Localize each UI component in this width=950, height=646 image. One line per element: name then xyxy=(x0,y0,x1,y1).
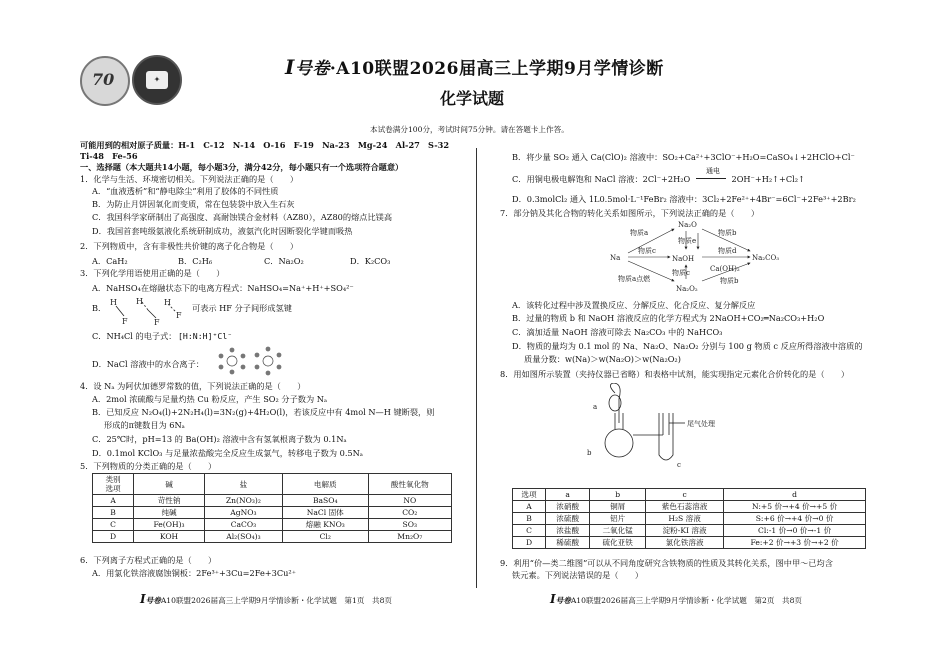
table-cell: 浓硫酸 xyxy=(546,513,590,525)
table-cell: A xyxy=(93,495,134,507)
q8-table xyxy=(512,488,866,549)
q6c-text: C．用铜电极电解饱和 NaCl 溶液：2Cl⁻+2H₂O xyxy=(512,174,691,184)
table-cell: Fe(OH)₃ xyxy=(134,519,205,531)
q1-option-c: C．我国科学家研制出了高强度、高耐蚀镁合金材料（AZ80），AZ80的熔点比镁高 xyxy=(92,212,393,222)
diagram-a-ignite: 物质a点燃 xyxy=(618,275,651,283)
table-row xyxy=(513,537,866,549)
question-9: 9．利用“价—类二维图”可以从不同角度研究含铁物质的性质及其转化关系，图中甲～已均含 xyxy=(500,558,833,568)
atomic-masses: 可能用到的相对原子质量：H-1 C-12 N-14 O-16 F-19 Na-23 Mg-24 Al-27 S-32 xyxy=(80,140,450,150)
q7-option-a: A．该转化过程中涉及置换反应、分解反应、化合反应、复分解反应 xyxy=(512,300,756,310)
apparatus-label-b: b xyxy=(587,449,592,457)
q6-option-b: B．将少量 SO₂ 通入 Ca(ClO)₂ 溶液中：SO₂+Ca²⁺+3ClO⁻+H₂O=CaSO₄↓+2HClO+Cl⁻ xyxy=(512,152,855,162)
school-logo: 70 xyxy=(80,56,130,106)
table-row xyxy=(513,501,866,513)
q3-option-b-label: B． xyxy=(92,303,107,313)
question-9-2: 铁元素。下列说法错误的是（ ） xyxy=(512,570,644,580)
diagram-b-top: 物质b xyxy=(718,229,737,237)
table-cell: Zn(NO₃)₂ xyxy=(204,495,282,507)
table-cell: S:+6 价→+4 价→0 价 xyxy=(724,513,866,525)
table-cell: 苛性钠 xyxy=(134,495,205,507)
question-3: 3．下列化学用语使用正确的是（ ） xyxy=(80,268,225,278)
table-cell: SO₃ xyxy=(368,519,451,531)
q7-option-d: D．物质的量均为 0.1 mol 的 Na、Na₂O、Na₂O₂ 分别与 100 g 物质 c 反应所得溶液中溶质的 xyxy=(512,341,863,351)
table-row xyxy=(513,513,866,525)
q1-option-a: A．“血液透析”和“静电除尘”利用了胶体的不同性质 xyxy=(92,186,279,196)
q7-option-b: B．过量的物质 b 和 NaOH 溶液反应的化学方程式为 2NaOH+CO₂═Na₂CO₃+H₂O xyxy=(512,313,825,323)
table-header-cell: 酸性氧化物 xyxy=(368,474,451,495)
table-row xyxy=(93,507,452,519)
footer-brand: 号卷 xyxy=(555,596,571,605)
question-6: 6．下列离子方程式正确的是（ ） xyxy=(80,555,217,565)
table-cell: KOH xyxy=(134,531,205,543)
diagram-na2o: Na₂O xyxy=(678,221,697,229)
education-logo: ✦ xyxy=(132,55,182,105)
table-row xyxy=(93,495,452,507)
table-header-row xyxy=(513,489,866,501)
q3-option-b-text: 可表示 HF 分子间形成氢键 xyxy=(192,303,292,313)
svg-text:H: H xyxy=(136,297,143,306)
table-cell: Cl:-1 价→0 价→-1 价 xyxy=(724,525,866,537)
q2-option-b: B．C₂H₆ xyxy=(178,256,213,266)
table-cell: 铝片 xyxy=(590,513,646,525)
table-cell: D xyxy=(93,531,134,543)
table-cell: 紫色石蕊溶液 xyxy=(645,501,723,513)
svg-text:F: F xyxy=(154,318,160,326)
table-header-cell: a xyxy=(546,489,590,501)
question-2: 2．下列物质中，含有非极性共价键的离子化合物是（ ） xyxy=(80,241,299,251)
question-4: 4．设 Nₐ 为阿伏加德罗常数的值，下列说法正确的是（ ） xyxy=(80,381,306,391)
table-cell: CO₂ xyxy=(368,507,451,519)
table-cell: 铜屑 xyxy=(590,501,646,513)
table-cell: Al₂(SO₄)₃ xyxy=(204,531,282,543)
footer-brand: 号卷 xyxy=(145,596,161,605)
q4-option-a: A．2mol 浓硫酸与足量灼热 Cu 粉反应，产生 SO₂ 分子数为 Nₐ xyxy=(92,394,328,404)
apparatus-tail-gas: 尾气处理 xyxy=(687,420,715,428)
table-header-cell: 碱 xyxy=(134,474,205,495)
sodium-conversion-diagram xyxy=(610,219,810,293)
diagram-e: 物质e xyxy=(678,237,697,245)
svg-text:F: F xyxy=(122,317,128,326)
table-header-cell: d xyxy=(724,489,866,501)
subject-title: 化学试题 xyxy=(440,89,505,108)
table-cell: 纯碱 xyxy=(134,507,205,519)
diagram-c-2: 物质c xyxy=(672,269,690,277)
q6-option-c xyxy=(512,167,805,185)
table-cell: 稀硫酸 xyxy=(546,537,590,549)
question-1: 1．化学与生活、环境密切相关。下列说法正确的是（ ） xyxy=(80,174,299,184)
electrolysis-condition: 通电 xyxy=(706,167,720,175)
diagram-b-bottom: 物质b xyxy=(720,277,739,285)
q5-table xyxy=(92,473,452,543)
table-cell: NaCl 固体 xyxy=(282,507,368,519)
table-cell: B xyxy=(513,513,546,525)
q6-option-d: D．0.3molCl₂ 通入 1L0.5mol·L⁻¹FeBr₂ 溶液中：3Cl₂+2Fe²⁺+4Br⁻=6Cl⁻+2Fe³⁺+2Br₂ xyxy=(512,194,856,204)
table-header-cell: 选项 xyxy=(513,489,546,501)
footer-text: A10联盟2026届高三上学期9月学情诊断・化学试题 第1页 共8页 xyxy=(160,596,393,605)
apparatus-label-a: a xyxy=(593,403,598,411)
footer-text: A10联盟2026届高三上学期9月学情诊断・化学试题 第2页 共8页 xyxy=(570,596,803,605)
table-cell: BaSO₄ xyxy=(282,495,368,507)
table-cell: Mn₂O₇ xyxy=(368,531,451,543)
table-row xyxy=(93,531,452,543)
question-5: 5．下列物质的分类正确的是（ ） xyxy=(80,461,217,471)
table-cell: 浓盐酸 xyxy=(546,525,590,537)
table-header-cell: 类别 选项 xyxy=(93,474,134,495)
diagram-caoh2: Ca(OH)₂ xyxy=(710,265,740,273)
exam-title: I号卷·A10联盟2026届高三上学期9月学情诊断 xyxy=(285,55,664,79)
q4-option-b-2: 形成的π键数目为 6Nₐ xyxy=(104,420,185,430)
table-row xyxy=(93,519,452,531)
table-cell: Cl₂ xyxy=(282,531,368,543)
question-8: 8．用如图所示装置（夹持仪器已省略）和表格中试剂，能实现指定元素化合价转化的是（ ） xyxy=(500,369,850,379)
table-cell: A xyxy=(513,501,546,513)
atomic-masses-2: Ti-48 Fe-56 xyxy=(80,151,138,161)
table-cell: NO xyxy=(368,495,451,507)
q4-option-b: B．已知反应 N₂O₄(l)+2N₂H₄(l)=3N₂(g)+4H₂O(l)，若该反应中有 4mol N—H 键断裂，则 xyxy=(92,407,435,417)
q7-option-d-2: 质量分数：w(Na)＞w(Na₂O)＞w(Na₂O₂) xyxy=(524,354,681,364)
table-cell: B xyxy=(93,507,134,519)
q2-option-c: C．Na₂O₂ xyxy=(264,256,304,266)
diagram-na: Na xyxy=(610,254,621,262)
table-cell: 淀粉-KI 溶液 xyxy=(645,525,723,537)
table-cell: N:+5 价→+4 价→+5 价 xyxy=(724,501,866,513)
apparatus-label-c: c xyxy=(677,461,681,469)
q6-option-a: A．用氯化铁溶液腐蚀铜板：2Fe³⁺+3Cu=2Fe+3Cu²⁺ xyxy=(92,568,297,578)
q1-option-b: B．为防止月饼因氧化而变质，常在包装袋中放入生石灰 xyxy=(92,199,295,209)
q3-option-d: D．NaCl 溶液中的水合离子： xyxy=(92,359,204,369)
q3-option-c: C．NH₄Cl 的电子式： xyxy=(92,331,177,341)
table-cell: 浓硝酸 xyxy=(546,501,590,513)
table-cell: 熔融 KNO₃ xyxy=(282,519,368,531)
q4-option-c: C．25℃时，pH=13 的 Ba(OH)₂ 溶液中含有氢氧根离子数为 0.1Nₐ xyxy=(92,434,347,444)
diagram-d: 物质d xyxy=(718,247,737,255)
svg-text:F: F xyxy=(176,311,182,320)
q4-option-d: D．0.1mol KClO₃ 与足量浓盐酸完全反应生成氯气，转移电子数为 0.5Nₐ xyxy=(92,448,363,458)
table-cell: D xyxy=(513,537,546,549)
q2-option-d: D．K₂CO₃ xyxy=(350,256,391,266)
diagram-na2co3: Na₂CO₃ xyxy=(752,254,780,262)
page-footer-1: I号卷A10联盟2026届高三上学期9月学情诊断・化学试题 第1页 共8页 xyxy=(140,592,393,606)
section-title: 一、选择题（本大题共14小题，每小题3分，满分42分，每小题只有一个选项符合题意） xyxy=(80,162,404,172)
q6c-products: 2OH⁻+H₂↑+Cl₂↑ xyxy=(731,174,805,184)
table-cell: 氯化铁溶液 xyxy=(645,537,723,549)
q1-option-d: D．我国首套吨级氨液化系统研制成功，液氨汽化时因断裂化学键而吸热 xyxy=(92,226,353,236)
table-cell: 硫化亚铁 xyxy=(590,537,646,549)
table-cell: C xyxy=(513,525,546,537)
hydrated-ion-diagram xyxy=(212,346,290,376)
diagram-naoh: NaOH xyxy=(672,255,695,263)
q7-option-c: C．滴加适量 NaOH 溶液可除去 Na₂CO₃ 中的 NaHCO₃ xyxy=(512,327,723,337)
question-7: 7．部分钠及其化合物的转化关系如图所示，下列说法正确的是（ ） xyxy=(500,208,760,218)
table-row xyxy=(513,525,866,537)
table-header-row xyxy=(93,474,452,495)
page-footer-2: I号卷A10联盟2026届高三上学期9月学情诊断・化学试题 第2页 共8页 xyxy=(550,592,803,606)
hf-hydrogen-bond-diagram xyxy=(106,296,188,326)
table-cell: C xyxy=(93,519,134,531)
nh4cl-electron-formula: [H:N:H]⁺Cl⁻ xyxy=(178,331,233,341)
q3-option-a: A．NaHSO₄在熔融状态下的电离方程式：NaHSO₄=Na⁺+H⁺+SO₄²⁻ xyxy=(92,283,354,293)
table-cell: Fe:+2 价→+3 价→+2 价 xyxy=(724,537,866,549)
exam-note: 本试卷满分100分，考试时间75分钟。请在答题卡上作答。 xyxy=(370,125,569,134)
table-header-cell: 盐 xyxy=(204,474,282,495)
table-cell: 二氧化锰 xyxy=(590,525,646,537)
diagram-c: 物质c xyxy=(638,247,656,255)
table-cell: H₂S 溶液 xyxy=(645,513,723,525)
table-cell: CaCO₃ xyxy=(204,519,282,531)
diagram-na2o2: Na₂O₂ xyxy=(676,285,698,293)
diagram-a: 物质a xyxy=(630,229,649,237)
q2-option-a: A．CaH₂ xyxy=(92,256,128,266)
svg-text:H: H xyxy=(110,298,117,307)
column-divider xyxy=(476,148,477,588)
reaction-apparatus-diagram xyxy=(585,383,735,473)
table-header-cell: b xyxy=(590,489,646,501)
table-header-cell: 电解质 xyxy=(282,474,368,495)
table-header-cell: c xyxy=(645,489,723,501)
table-cell: AgNO₃ xyxy=(204,507,282,519)
svg-text:H: H xyxy=(164,298,171,307)
